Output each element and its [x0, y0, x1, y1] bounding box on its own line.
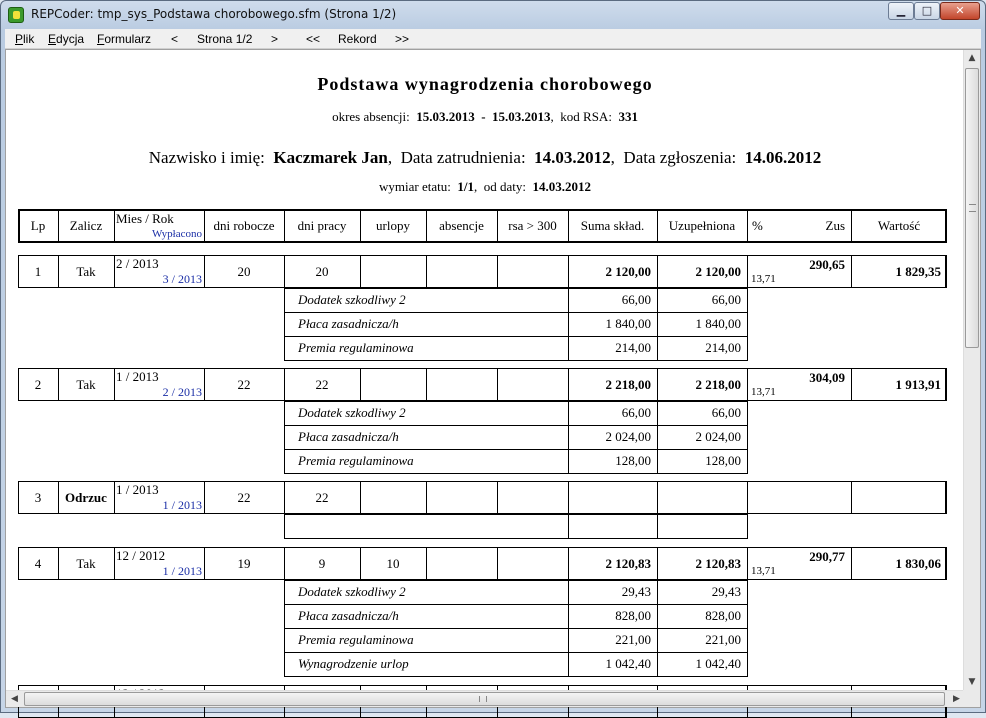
detail-name: Płaca zasadnicza/h	[298, 608, 399, 623]
detail-suma: 29,43	[621, 584, 651, 599]
cell-divider	[657, 514, 658, 538]
detail-suma: 214,00	[615, 340, 651, 355]
absence-line: okres absencji: 15.03.2013 - 15.03.2013, kod RSA: 331	[332, 109, 638, 124]
detail-name: Premia regulaminowa	[298, 632, 414, 647]
cell-divider	[360, 481, 361, 514]
header-wyplacono: Wypłacono	[151, 228, 202, 240]
cell-divider	[497, 481, 498, 514]
header-pct: %	[752, 218, 763, 233]
header-uzupelniona: Uzupełniona	[668, 218, 736, 233]
horizontal-scrollbar[interactable]	[6, 690, 965, 707]
cell-zalicz: Tak	[76, 556, 96, 571]
cell-dni-pracy: 22	[315, 490, 329, 505]
cell-mies-rok: 1 / 2013	[116, 369, 159, 384]
cell-uzupelniona: 2 120,83	[695, 556, 741, 571]
cell-suma: 2 120,00	[605, 264, 651, 279]
detail-uzupelniona: 29,43	[711, 584, 741, 599]
minimize-button[interactable]: ▁	[888, 2, 914, 20]
cell-dni-pracy: 20	[315, 264, 329, 279]
cell-zus: 290,77	[809, 549, 845, 564]
horizontal-scroll-thumb[interactable]	[24, 692, 945, 706]
cell-divider	[497, 547, 498, 580]
header-urlopy: urlopy	[376, 218, 410, 233]
cell-divider	[426, 547, 427, 580]
detail-suma: 2 024,00	[605, 429, 651, 444]
window-title: REPCoder: tmp_sys_Podstawa chorobowego.sfm (Strona 1/2)	[31, 7, 397, 21]
detail-uzupelniona: 66,00	[711, 405, 741, 420]
cell-dni-robocze: 19	[237, 556, 251, 571]
page-indicator[interactable]: Strona 1/2	[197, 32, 253, 46]
detail-suma: 66,00	[621, 405, 651, 420]
cell-dni-robocze: 22	[237, 377, 251, 392]
detail-uzupelniona: 2 024,00	[695, 429, 741, 444]
etat-from-date: 14.03.2012	[532, 179, 591, 194]
cell-divider	[568, 514, 569, 538]
cell-dni-robocze: 20	[237, 264, 251, 279]
cell-uzupelniona: 2 120,00	[695, 264, 741, 279]
scroll-down-arrow-icon[interactable]: ▼	[968, 677, 976, 687]
person-line: Nazwisko i imię: Kaczmarek Jan, Data zatrudnienia: 14.03.2012, Data zgłoszenia: 14.06.2012	[148, 148, 822, 167]
cell-pct: 13,71	[751, 565, 776, 577]
cell-divider	[657, 481, 658, 514]
header-absencje: absencje	[439, 218, 484, 233]
cell-divider	[851, 481, 852, 514]
cell-zalicz: Tak	[76, 377, 96, 392]
cell-urlopy: 10	[386, 556, 400, 571]
header-dni-pracy: dni pracy	[297, 218, 347, 233]
detail-uzupelniona: 66,00	[711, 292, 741, 307]
detail-suma: 221,00	[615, 632, 651, 647]
report-document	[6, 50, 964, 691]
cell-mies-rok: 1 / 2013	[116, 482, 159, 497]
header-divider	[114, 209, 115, 243]
title-bar[interactable]	[1, 1, 985, 29]
first-record-button[interactable]: <<	[306, 32, 321, 46]
menu-bar	[5, 29, 981, 49]
detail-suma: 828,00	[615, 608, 651, 623]
rsa-code: 331	[618, 109, 638, 124]
absence-label: okres absencji:	[332, 109, 410, 124]
cell-divider	[426, 255, 427, 288]
cell-divider	[497, 255, 498, 288]
cell-divider	[568, 481, 569, 514]
detail-suma: 1 840,00	[605, 316, 651, 331]
cell-mies-rok: 2 / 2013	[116, 256, 159, 271]
header-lp: Lp	[30, 218, 46, 233]
detail-uzupelniona: 221,00	[705, 632, 741, 647]
cell-wyplacono: 1 / 2013	[162, 564, 202, 578]
cell-divider	[114, 368, 115, 401]
menu-formularz[interactable]: Formularz	[97, 32, 152, 46]
name-label: Nazwisko i imię:	[148, 148, 265, 167]
cell-suma: 2 218,00	[605, 377, 651, 392]
detail-row	[284, 514, 748, 539]
cell-lp: 3	[34, 490, 42, 505]
cell-divider	[114, 255, 115, 288]
header-zus: Zus	[825, 218, 845, 233]
report-date: 14.06.2012	[744, 148, 822, 167]
vertical-scrollbar[interactable]	[963, 50, 980, 691]
header-zalicz: Zalicz	[69, 218, 103, 233]
absence-to: 15.03.2013	[492, 109, 551, 124]
next-page-button[interactable]: >	[271, 32, 279, 46]
detail-name: Płaca zasadnicza/h	[298, 429, 399, 444]
cell-divider	[360, 368, 361, 401]
cell-wyplacono: 2 / 2013	[162, 385, 202, 399]
scroll-right-arrow-icon[interactable]: ▶	[953, 694, 960, 704]
scroll-left-arrow-icon[interactable]: ◀	[11, 694, 18, 704]
etat-label: wymiar etatu:	[379, 179, 451, 194]
menu-plik[interactable]: Plik	[15, 32, 35, 46]
etat-value: 1/1	[457, 179, 474, 194]
rsa-label: kod RSA:	[560, 109, 612, 124]
detail-uzupelniona: 828,00	[705, 608, 741, 623]
header-rsa300: rsa > 300	[508, 218, 557, 233]
last-record-button[interactable]: >>	[395, 32, 410, 46]
cell-zalicz: Tak	[76, 264, 96, 279]
grip-icon	[969, 204, 976, 212]
prev-page-button[interactable]: <	[171, 32, 179, 46]
detail-uzupelniona: 128,00	[705, 453, 741, 468]
cell-divider	[747, 481, 748, 514]
detail-name: Premia regulaminowa	[298, 453, 414, 468]
cell-lp: 1	[34, 264, 42, 279]
cell-pct: 13,71	[751, 386, 776, 398]
report-title: Podstawa wynagrodzenia chorobowego	[317, 74, 653, 94]
cell-zus: 304,09	[809, 370, 845, 385]
detail-suma: 66,00	[621, 292, 651, 307]
record-menu[interactable]: Rekord	[338, 32, 377, 46]
hire-date-label: Data zatrudnienia:	[400, 148, 526, 167]
cell-divider	[114, 481, 115, 514]
cell-dni-robocze: 22	[237, 490, 251, 505]
header-dni-robocze: dni robocze	[213, 218, 275, 233]
absence-from: 15.03.2013	[416, 109, 475, 124]
detail-name: Dodatek szkodliwy 2	[298, 292, 406, 307]
employee-name: Kaczmarek Jan	[273, 148, 388, 167]
report-view[interactable]	[5, 49, 981, 708]
detail-name: Dodatek szkodliwy 2	[298, 584, 406, 599]
close-button[interactable]: ✕	[940, 2, 980, 20]
cell-lp: 4	[34, 556, 42, 571]
hire-date: 14.03.2012	[534, 148, 611, 167]
cell-mies-rok: 12 / 2012	[116, 548, 166, 563]
header-mies-rok: Mies / Rok	[116, 211, 174, 226]
app-icon	[8, 7, 24, 23]
cell-zalicz: Odrzuc	[65, 490, 107, 505]
cell-wartosc: 1 829,35	[895, 264, 941, 279]
cell-uzupelniona: 2 218,00	[695, 377, 741, 392]
cell-lp: 2	[34, 377, 42, 392]
vertical-scroll-thumb[interactable]	[965, 68, 979, 348]
cell-suma: 2 120,83	[605, 556, 651, 571]
cell-divider	[426, 368, 427, 401]
cell-wartosc: 1 830,06	[895, 556, 941, 571]
cell-pct: 13,71	[751, 273, 776, 285]
menu-edycja[interactable]: Edycja	[48, 32, 85, 46]
cell-dni-pracy: 22	[315, 377, 329, 392]
cell-wartosc: 1 913,91	[895, 377, 941, 392]
maximize-button[interactable]: □	[914, 2, 940, 20]
report-date-label: Data zgłoszenia:	[623, 148, 737, 167]
cell-divider	[360, 255, 361, 288]
header-suma: Suma skład.	[580, 218, 645, 233]
header-wartosc: Wartość	[877, 218, 921, 233]
detail-suma: 128,00	[615, 453, 651, 468]
absence-dash: -	[481, 109, 486, 124]
detail-name: Premia regulaminowa	[298, 340, 414, 355]
grip-icon	[479, 696, 487, 702]
etat-line: wymiar etatu: 1/1, od daty: 14.03.2012	[379, 179, 591, 194]
cell-zus: 290,65	[809, 257, 845, 272]
cell-divider	[497, 368, 498, 401]
detail-uzupelniona: 214,00	[705, 340, 741, 355]
scroll-corner	[963, 690, 980, 707]
detail-uzupelniona: 1 042,40	[695, 656, 741, 671]
detail-name: Dodatek szkodliwy 2	[298, 405, 406, 420]
cell-wyplacono: 1 / 2013	[162, 498, 202, 512]
detail-uzupelniona: 1 840,00	[695, 316, 741, 331]
detail-suma: 1 042,40	[605, 656, 651, 671]
etat-from-label: od daty:	[483, 179, 526, 194]
cell-divider	[114, 547, 115, 580]
cell-dni-pracy: 9	[318, 556, 326, 571]
cell-divider	[426, 481, 427, 514]
scroll-up-arrow-icon[interactable]: ▲	[968, 53, 976, 63]
detail-name: Wynagrodzenie urlop	[298, 656, 409, 671]
detail-name: Płaca zasadnicza/h	[298, 316, 399, 331]
cell-wyplacono: 3 / 2013	[162, 272, 202, 286]
